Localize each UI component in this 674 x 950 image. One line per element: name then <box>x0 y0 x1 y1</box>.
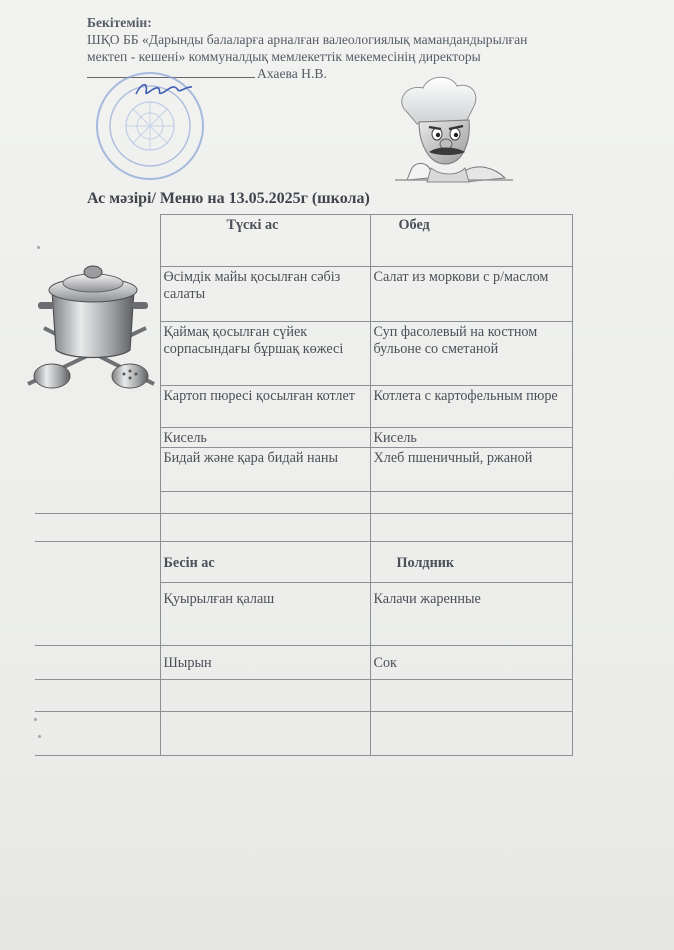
empty-cell <box>370 514 572 542</box>
signature-icon <box>132 78 196 100</box>
cooking-pot-icon <box>18 250 168 400</box>
menu-item-kz: Өсімдік майы қосылған сәбіз салаты <box>160 267 370 322</box>
empty-cell <box>370 492 572 514</box>
menu-item-ru: Хлеб пшеничный, ржаной <box>370 448 572 492</box>
approval-org-line2: мектеп - кешені» коммуналдық мемлекеттік мекемесінің директоры <box>87 49 481 64</box>
table-row <box>35 680 572 712</box>
snack-header-kz: Бесін ас <box>160 542 370 583</box>
empty-cell <box>370 680 572 712</box>
empty-cell <box>35 646 160 680</box>
table-row <box>35 542 572 583</box>
menu-item-kz: Шырын <box>160 646 370 680</box>
scan-mark <box>37 246 40 249</box>
menu-item-ru: Салат из моркови с р/маслом <box>370 267 572 322</box>
table-row <box>35 712 572 756</box>
lunch-header-ru: Обед <box>370 215 572 267</box>
empty-cell <box>370 712 572 756</box>
empty-cell <box>35 514 160 542</box>
menu-item-ru: Сок <box>370 646 572 680</box>
menu-item-kz: Қаймақ қосылған сүйек сорпасындағы бұршақ көжесі <box>160 322 370 386</box>
page-title: Ас мәзірі/ Меню на 13.05.2025г (школа) <box>87 190 370 207</box>
empty-cell <box>160 492 370 514</box>
menu-item-kz: Кисель <box>160 428 370 448</box>
approval-org-line1: ШҚО ББ «Дарынды балаларға арналған валеологиялық мамандандырылған <box>87 32 528 47</box>
table-row <box>35 514 572 542</box>
menu-item-ru: Суп фасолевый на костном бульоне со сметаной <box>370 322 572 386</box>
menu-item-kz: Қуырылған қалаш <box>160 583 370 646</box>
empty-cell <box>160 680 370 712</box>
empty-cell <box>160 712 370 756</box>
empty-cell <box>35 583 160 646</box>
menu-item-kz: Бидай және қара бидай наны <box>160 448 370 492</box>
table-row <box>35 583 572 646</box>
menu-item-ru: Калачи жаренные <box>370 583 572 646</box>
empty-cell <box>35 712 160 756</box>
empty-cell <box>35 542 160 583</box>
menu-item-ru: Кисель <box>370 428 572 448</box>
table-row <box>35 646 572 680</box>
empty-cell <box>160 514 370 542</box>
scan-mark <box>38 735 41 738</box>
approval-heading: Бекітемін: <box>87 15 152 30</box>
chef-mascot-icon <box>385 72 523 194</box>
menu-item-kz: Картоп пюресі қосылған котлет <box>160 386 370 428</box>
empty-cell <box>35 680 160 712</box>
director-name: Ахаева Н.В. <box>257 66 327 81</box>
scan-mark <box>34 718 37 721</box>
menu-item-ru: Котлета с картофельным пюре <box>370 386 572 428</box>
lunch-header-kz: Түскі ас <box>160 215 370 267</box>
snack-header-ru: Полдник <box>370 542 572 583</box>
